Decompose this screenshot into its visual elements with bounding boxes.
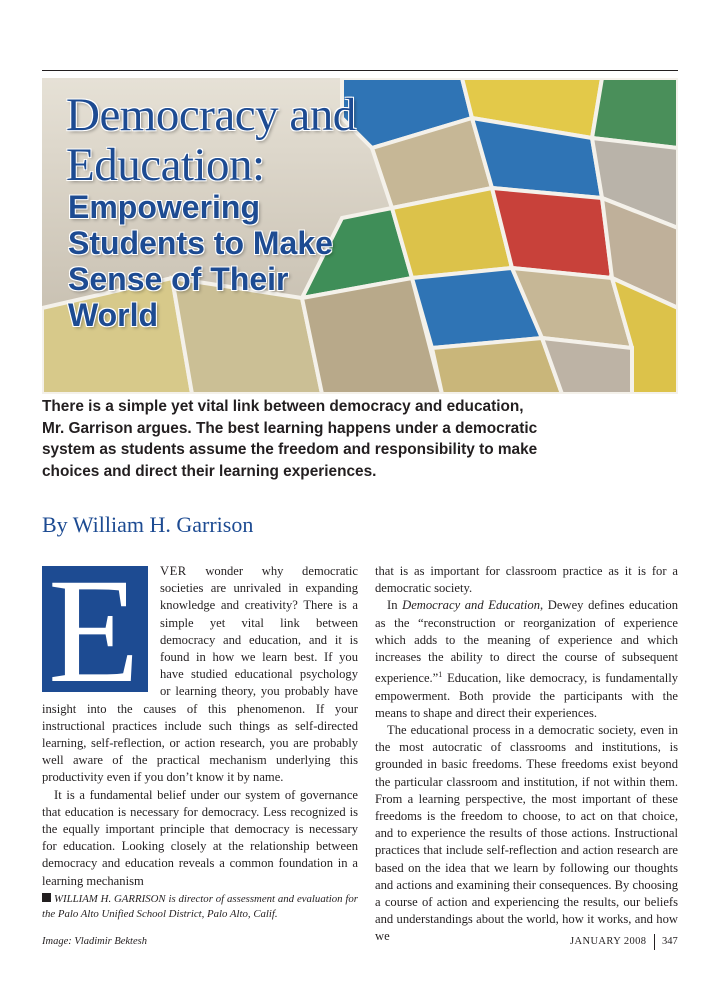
top-rule: [42, 70, 678, 71]
left-paragraph-2: It is a fundamental belief under our system of governance that education is necessary for democracy. Less recognized is the equally important principle that democracy is necessary for education. Looking closely at the relationship between democracy and education reveals a common foundation in a learning mechanism: [42, 787, 358, 888]
article-deck: [42, 396, 642, 482]
lead-word: VER: [160, 564, 187, 578]
book-title: Democracy and Education: [402, 598, 541, 613]
paragraph-text: Education, like democracy, is fundamentally empowerment. Both provide the participants with the means to shape and direct their experiences.: [375, 671, 678, 720]
byline: By William H. Garrison: [42, 512, 254, 537]
paragraph-text: In: [387, 598, 403, 613]
image-credit: Image: Vladimir Bektesh: [42, 936, 147, 947]
right-paragraph-3: The educational process in a democratic society, even in the most autocratic of classrooms and institutions, is grounded in basic freedoms. These freedoms exist beyond the particular classroom and institution, if not within them. From a learning perspective, the most important of these freedoms is the freedom to choose, to act on that choice, and to experience the results of those actions. Instructional practices that include self-reflection and action research are based on the idea that we learn by following our thoughts and actions and examining their consequences. By choosing a course of action and experiencing the results, our beliefs and understandings about the world, how it works, and how we: [375, 723, 678, 944]
left-column: [42, 563, 358, 922]
deck-line: There is a simple yet vital link between democracy and education,: [42, 398, 524, 415]
bio-square-icon: [42, 893, 51, 902]
author-bio-text: WILLIAM H. GARRISON is director of assessment and evaluation for the Palo Alto Unified School District, Palo Alto, Calif.: [42, 892, 358, 920]
deck-line: Mr. Garrison argues. The best learning happens under a democratic: [42, 419, 538, 437]
article-subtitle-line-4: World: [68, 297, 159, 333]
footnote-marker: 1: [438, 670, 443, 680]
footer-separator: [654, 934, 655, 950]
hero-title-block: [42, 78, 678, 394]
article-subtitle-line-1: Empowering: [68, 189, 261, 225]
article-subtitle-line-2: Students to Make: [68, 225, 333, 261]
article-title-line-1: Democracy and: [66, 89, 356, 141]
deck-line: choices and direct their learning experiences.: [42, 462, 377, 480]
left-paragraph-1: [42, 563, 358, 787]
deck-line: system as students assume the freedom and responsibility to make: [42, 441, 538, 458]
article-subtitle-line-3: Sense of Their: [68, 261, 289, 297]
author-bio: [42, 892, 358, 922]
page-number: 347: [662, 936, 678, 947]
right-paragraph-2: [375, 597, 678, 722]
issue-date: JANUARY 2008: [570, 936, 647, 947]
article-title-line-2: Education:: [66, 139, 265, 191]
drop-cap-spacer: [42, 563, 160, 689]
right-column: [375, 563, 678, 946]
paragraph-text: wonder why democratic societies are unrivaled in expanding knowledge and creativity? There is a simple yet vital link between democracy and education, and it is found in how we learn best. If you have studied educational psychology or learning theory, you probably have insight into the causes of this phenomenon. If your instructional practices include such things as self-directed learning, self-reflection, or action research, you are probably well aware of the practical mechanism underlying this productivity even if you don’t know it by name.: [42, 564, 358, 785]
hero-image: [42, 78, 678, 394]
drop-cap-letter: E: [48, 548, 140, 714]
paragraph-text: , Dewey defines education as the “reconstruction or reorganization of experience which adds to the meaning of experience and which increases the ability to direct the course of subsequent experience.”: [375, 598, 678, 686]
right-paragraph-1: that is as important for classroom practice as it is for a democratic society.: [375, 564, 678, 596]
